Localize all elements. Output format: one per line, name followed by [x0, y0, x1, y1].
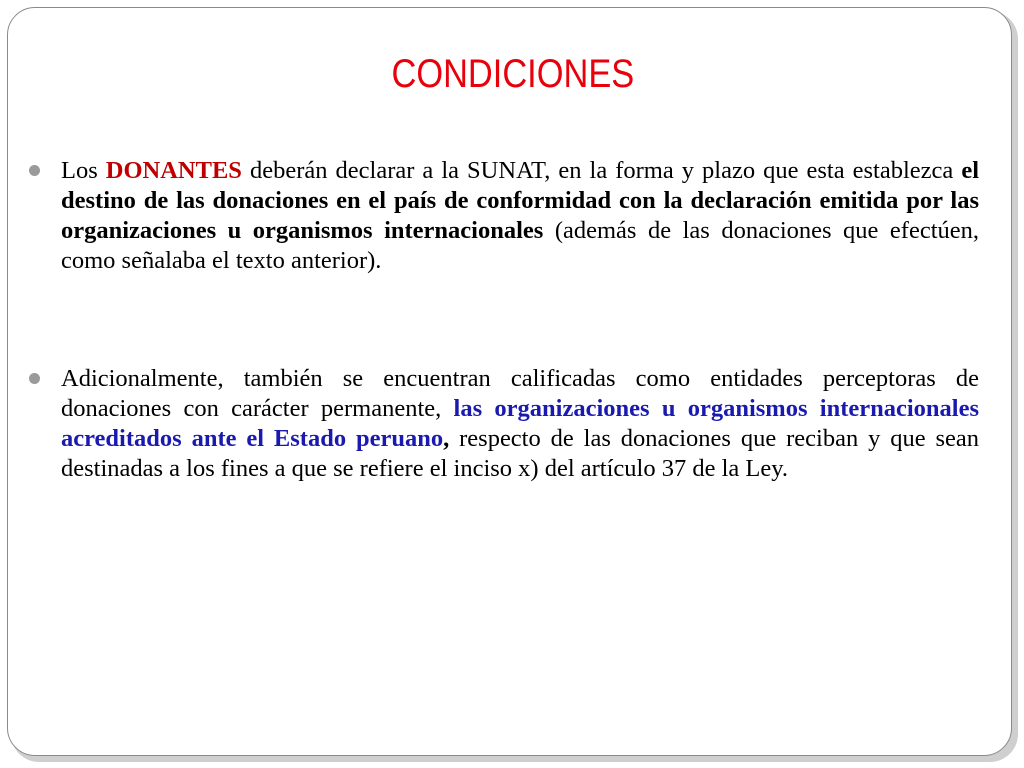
bullet-item-adicionalmente: [61, 364, 979, 484]
bullet-text: deberán declarar a la SUNAT, en la forma y plazo que esta establezca: [241, 157, 962, 184]
bullet-text: Adicionalmente, también se encuentran calificadas como entidades perceptoras de donaciones con carácter permanente,: [61, 365, 979, 422]
bold-text: el destino de las donaciones en el país de conformidad con la declaración emitida por las organizaciones u organismos internacionales: [61, 157, 980, 244]
bullet-item-donantes: [61, 156, 979, 276]
bullet-dot-icon: [29, 373, 40, 384]
bullet-dot-icon: [29, 165, 40, 176]
slide-title: CONDICIONES: [391, 52, 635, 96]
bold-comma: ,: [443, 425, 450, 452]
highlight-donantes: DONANTES: [105, 157, 242, 184]
bullet-list: [61, 156, 979, 484]
bullet-text: Los: [61, 157, 106, 184]
highlight-organizaciones: las organizaciones u organismos internacionales acreditados ante el Estado peruano: [61, 395, 979, 452]
bullet-text: respecto de las donaciones que reciban y que sean destinadas a los fines a que se refiere el inciso x) del artículo 37 de la Ley.: [61, 425, 980, 482]
bullet-text: (además de las donaciones que efectúen, como señalaba el texto anterior).: [61, 217, 980, 274]
